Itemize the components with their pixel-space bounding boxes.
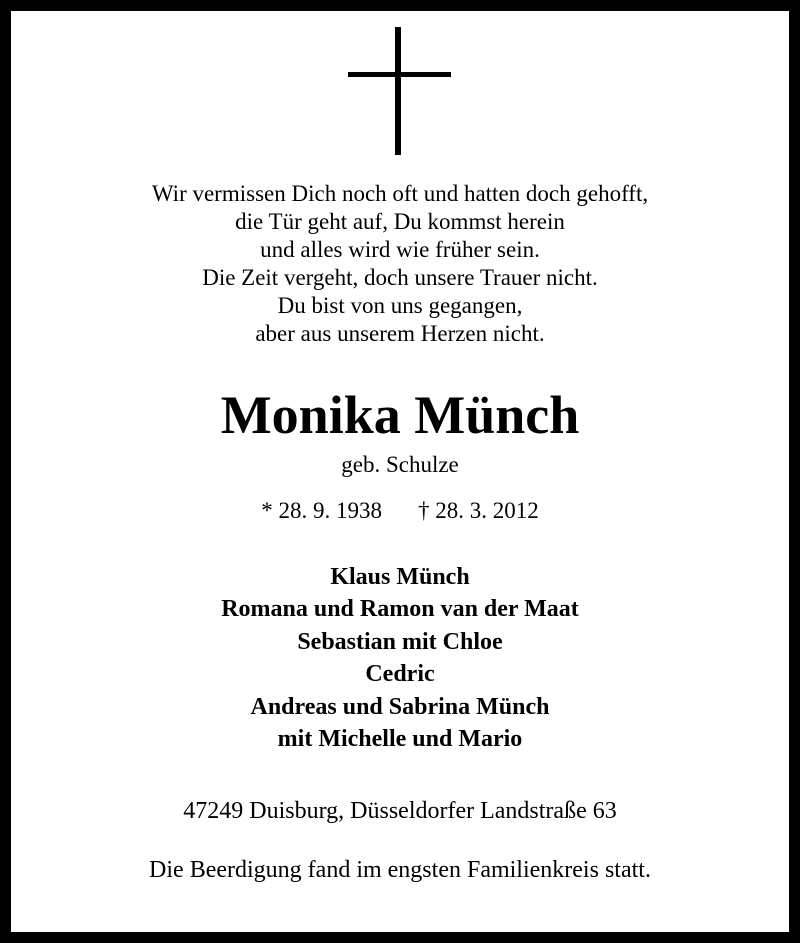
death-date: † 28. 3. 2012 (418, 498, 539, 523)
cross-vertical-bar (395, 27, 401, 155)
mourner-line: Cedric (365, 661, 435, 688)
mourner-line: Andreas und Sabrina Münch (250, 693, 550, 720)
life-dates (0, 496, 800, 526)
deceased-name: Monika Münch (220, 385, 580, 445)
mourner-line: Klaus Münch (330, 564, 470, 590)
poem-line: aber aus unserem Herzen nicht. (255, 321, 545, 346)
mourner-line: Sebastian mit Chloe (297, 628, 503, 655)
poem-line: Wir vermissen Dich noch oft und hatten doch gehofft, (151, 181, 649, 206)
maiden-name: geb. Schulze (341, 452, 459, 477)
poem-line: Die Zeit vergeht, doch unsere Trauer nicht. (202, 265, 598, 290)
birth-date: * 28. 9. 1938 (261, 498, 382, 523)
poem-line: die Tür geht auf, Du kommst herein (235, 209, 565, 234)
mourner-line: mit Michelle und Mario (277, 726, 523, 753)
mourner-line: Romana und Ramon van der Maat (221, 596, 579, 623)
family-address: 47249 Duisburg, Düsseldorfer Landstraße 63 (183, 798, 617, 824)
memorial-poem (0, 180, 800, 348)
poem-line: Du bist von uns gegangen, (277, 293, 523, 318)
poem-line: und alles wird wie früher sein. (260, 237, 540, 262)
burial-note: Die Beerdigung fand im engsten Familienkreis statt. (149, 857, 651, 883)
mourners-list (0, 561, 800, 755)
cross-horizontal-bar (348, 72, 451, 77)
